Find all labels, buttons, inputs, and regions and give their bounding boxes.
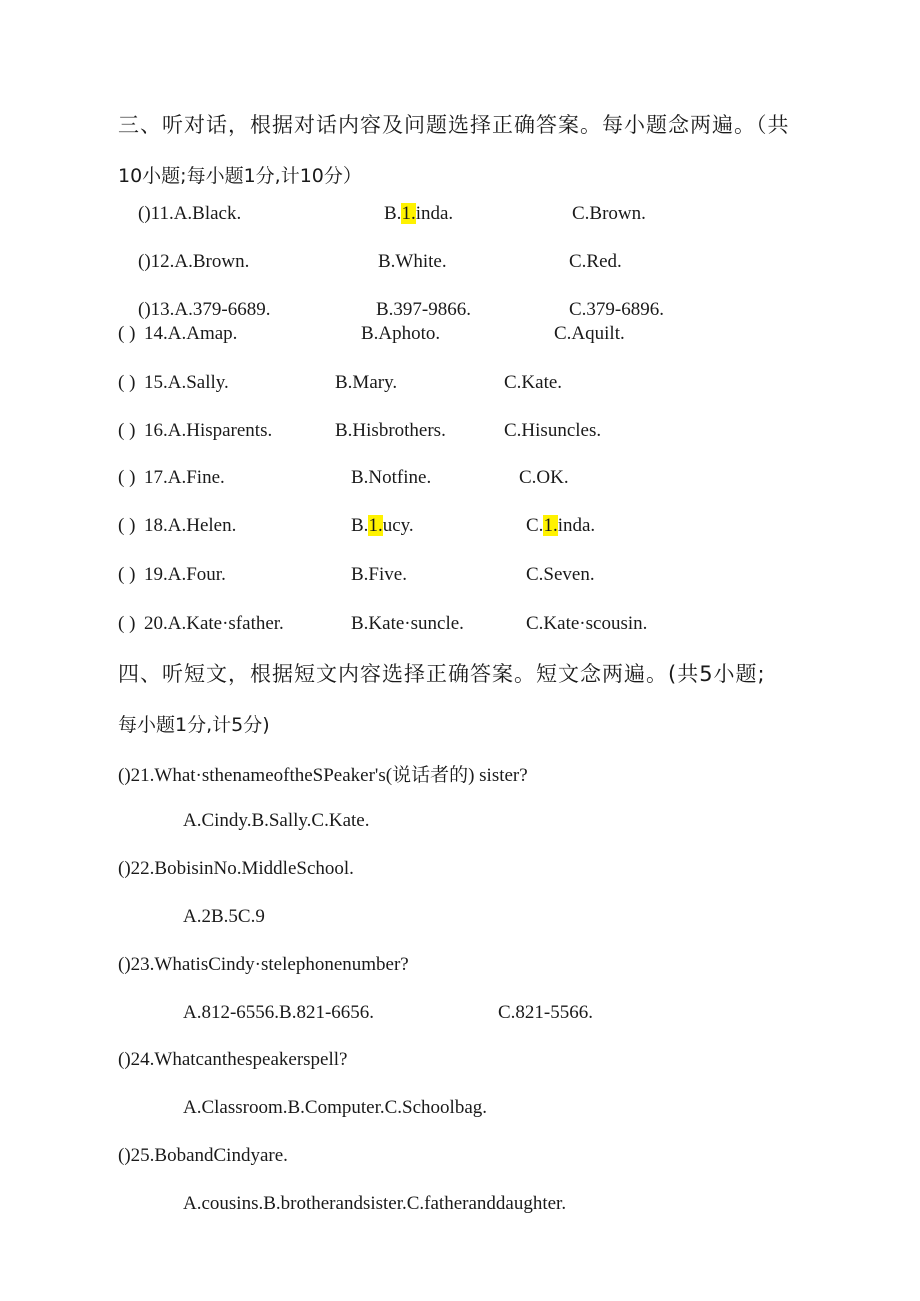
q11-c: C.Brown. [572, 203, 646, 224]
q15-b: B.Mary. [335, 372, 398, 393]
q15-paren: ( ) [118, 372, 136, 393]
q16-paren: ( ) [118, 420, 136, 441]
section3-title-line2: 10小题;每小题1分,计10分） [118, 165, 362, 187]
q17-paren: ( ) [118, 467, 136, 488]
q19-paren: ( ) [118, 564, 136, 585]
q24-options: A.Classroom.B.Computer.C.Schoolbag. [183, 1097, 487, 1118]
q13-c: C.379-6896. [569, 299, 664, 320]
q20-b: B.Kate·suncle. [351, 613, 464, 634]
q23-options-ab: A.812-6556.B.821-6656. [183, 1002, 375, 1023]
q14-c: C.Aquilt. [554, 323, 625, 344]
q18-b: B.1.ucy. [351, 515, 414, 536]
q12-c: C.Red. [569, 251, 622, 272]
q14-b: B.Aphoto. [361, 323, 441, 344]
q22-question: ()22.BobisinNo.MiddleSchool. [118, 858, 354, 879]
q18-a: 18.A.Helen. [144, 515, 237, 536]
q21-question: ()21.What·sthenameoftheSPeaker's(说话者的) sister? [118, 765, 528, 786]
q20-c: C.Kate·scousin. [526, 613, 648, 634]
q14-a: 14.A.Amap. [144, 323, 238, 344]
q16-b: B.Hisbrothers. [335, 420, 446, 441]
q24-question: ()24.Whatcanthespeakerspell? [118, 1049, 348, 1070]
q15-a: 15.A.Sally. [144, 372, 229, 393]
q22-options: A.2B.5C.9 [183, 906, 265, 927]
q23-question: ()23.WhatisCindy·stelephonenumber? [118, 954, 409, 975]
q23-option-c: C.821-5566. [498, 1002, 593, 1023]
q12-b: B.White. [378, 251, 447, 272]
q16-c: C.Hisuncles. [504, 420, 602, 441]
q17-b: B.Notfine. [351, 467, 432, 488]
section3-title-line1: 三、听对话，根据对话内容及问题选择正确答案。每小题念两遍。（共 [118, 113, 790, 137]
q20-a: 20.A.Kate·sfather. [144, 613, 284, 634]
highlight-mark: 1. [401, 203, 416, 224]
q19-c: C.Seven. [526, 564, 595, 585]
q19-b: B.Five. [351, 564, 407, 585]
q21-options: A.Cindy.B.Sally.C.Kate. [183, 810, 370, 831]
q11-a: ()11.A.Black. [138, 203, 242, 224]
q18-paren: ( ) [118, 515, 136, 536]
q13-b: B.397-9866. [376, 299, 471, 320]
q13-a: ()13.A.379-6689. [138, 299, 271, 320]
highlight-mark: 1. [543, 515, 558, 536]
q17-a: 17.A.Fine. [144, 467, 225, 488]
section4-title-line1: 四、听短文，根据短文内容选择正确答案。短文念两遍。(共5小题; [118, 662, 766, 686]
highlight-mark: 1. [368, 515, 383, 536]
q25-options: A.cousins.B.brotherandsister.C.fatheranddaughter. [183, 1193, 567, 1214]
q19-a: 19.A.Four. [144, 564, 226, 585]
q20-paren: ( ) [118, 613, 136, 634]
q15-c: C.Kate. [504, 372, 563, 393]
q25-question: ()25.BobandCindyare. [118, 1145, 288, 1166]
q17-c: C.OK. [519, 467, 569, 488]
q16-a: 16.A.Hisparents. [144, 420, 273, 441]
section4-title-line2: 每小题1分,计5分) [118, 714, 270, 736]
q18-c: C.1.inda. [526, 515, 596, 536]
q14-paren: ( ) [118, 323, 136, 344]
q12-a: ()12.A.Brown. [138, 251, 250, 272]
q11-b: B.1.inda. [384, 203, 454, 224]
